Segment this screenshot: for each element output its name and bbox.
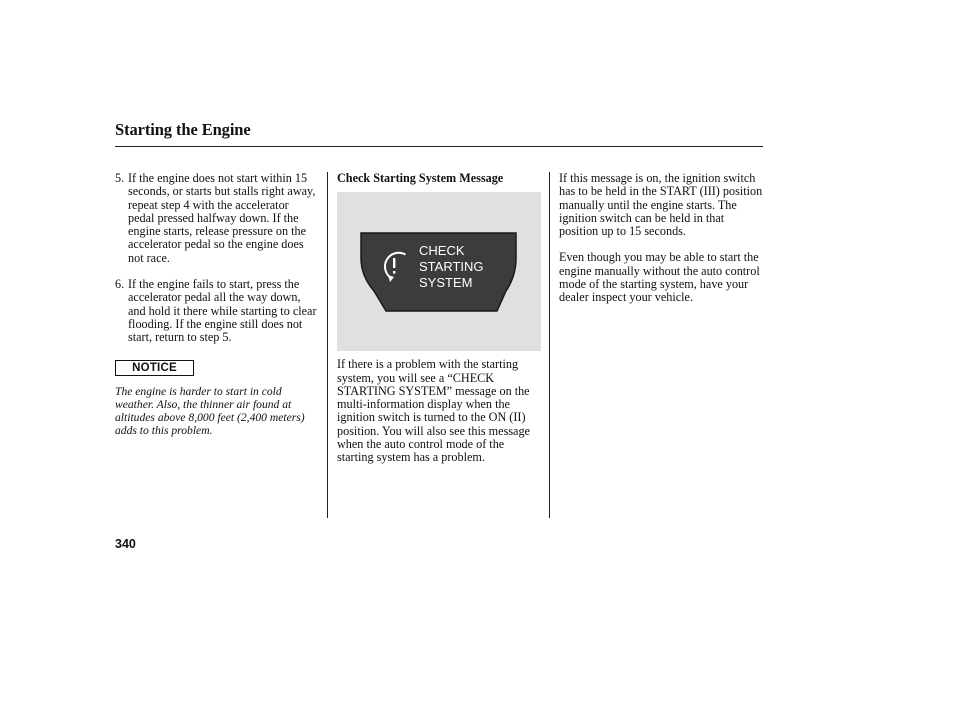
display-illustration [337,192,541,351]
display-line-2: STARTING [419,259,484,275]
section-body: If there is a problem with the starting system, you will see a “CHECK STARTING SYSTEM” message on the multi-information display when the ignition switch is turned to the ON (II) position. You will also see this message when the auto control mode of the starting system has a problem. [337,357,530,465]
step-5 [115,172,317,265]
middle-column [337,172,543,465]
display-line-3: SYSTEM [419,275,473,291]
title-rule [115,146,763,147]
paragraph-1: If this message is on, the ignition switch has to be held in the START (III) position manually until the engine starts. The ignition switch can be held in that position up to 15 seconds. [559,171,763,239]
column-divider-1 [327,172,328,518]
step-number: 6. [115,277,125,292]
right-column [559,172,764,305]
section-heading: Check Starting System Message [337,171,504,185]
multi-information-display [337,192,541,351]
page-title: Starting the Engine [115,120,251,139]
step-text: If the engine fails to start, press the accelerator pedal all the way down, and hold it there while starting to clear flooding. If the engine still does not start, return to step 5. [128,277,317,345]
step-text: If the engine does not start within 15 seconds, or starts but stalls right away, repeat step 4 with the accelerator pedal pressed halfway down. If the engine starts, release pressure on the accelerator pedal so the engine does not race. [128,171,316,265]
notice-text: The engine is harder to start in cold weather. Also, the thinner air found at altitudes above 8,000 feet (2,400 meters) adds to this problem. [115,384,305,438]
paragraph-2: Even though you may be able to start the engine manually without the auto control mode of the starting system, have your dealer inspect your vehicle. [559,250,760,305]
page-number: 340 [115,537,136,551]
column-divider-2 [549,172,550,518]
left-column [115,172,317,438]
step-6 [115,278,317,344]
display-line-1: CHECK [419,243,465,259]
notice-label: NOTICE [115,360,194,376]
step-number: 5. [115,171,125,185]
